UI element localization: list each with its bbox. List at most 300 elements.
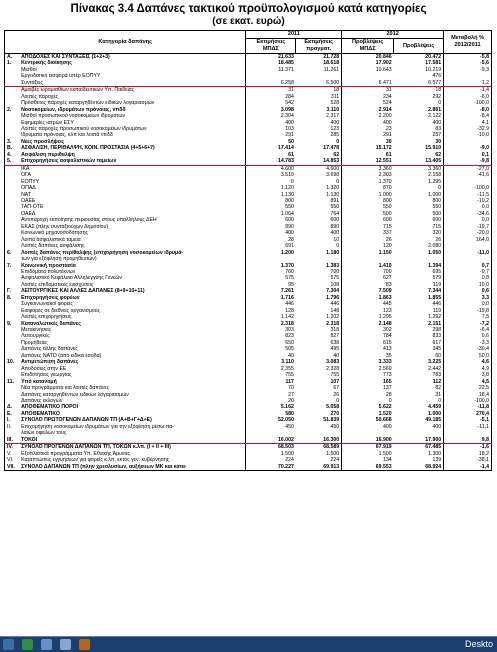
row-value: 450 — [330, 423, 340, 430]
row-value: 49.185 — [425, 417, 442, 424]
row-value: 4.459 — [428, 404, 442, 411]
row-value: 69.553 — [342, 464, 394, 471]
row-value: 7.304 — [326, 288, 340, 295]
row-value: 123 — [342, 308, 394, 314]
row-label: Κεντρικής διοίκησης — [21, 60, 72, 67]
table-row — [5, 80, 492, 87]
row-value: 0,0 — [444, 301, 492, 307]
row-label: Νέα προγράμματα και λοιπές δαπάνες — [21, 385, 110, 392]
row-value: 1.000 — [428, 410, 442, 417]
row-value: 600 — [342, 217, 394, 223]
row-value: 1.295 — [342, 314, 394, 320]
row-value: 823 — [246, 333, 296, 339]
row-value: 119 — [432, 281, 442, 288]
row-label: Μισθοί — [21, 66, 37, 73]
row-code: 6. — [5, 250, 20, 256]
row-value: 715 — [432, 223, 442, 230]
row-label: Καταπτώσεις εγγυήσεων για φορείς κ.λπ. εκτός γεν. κυβέρνησης — [21, 457, 170, 464]
row-value: 30 — [342, 139, 394, 145]
year-2012-header: 2012 — [342, 31, 444, 39]
row-value: 5.058 — [326, 404, 340, 411]
row-value: 1.292 — [428, 314, 442, 321]
row-value: 446 — [432, 301, 442, 308]
row-value: 303 — [246, 327, 296, 333]
row-value: -100,0 — [444, 185, 492, 191]
row-value: 580 — [246, 411, 296, 417]
row-label: των για εξόφληση προμηθευτών) — [21, 256, 97, 263]
row-value: 5.162 — [246, 404, 296, 410]
row-value: 139 — [432, 457, 442, 464]
row-label: Ιδρύματα πρόνοιας, κλπ και λοιπά νπδδ — [21, 132, 113, 139]
row-value: 615 — [342, 340, 394, 346]
row-label: Νέες προσλήψεις — [21, 138, 65, 145]
row-value: 7.509 — [342, 288, 394, 294]
row-value: 600 — [330, 217, 340, 224]
page-title: Πίνακας 3.4 Δαπάνες τακτικού προϋπολογισμού κατά κατηγορίες — [70, 3, 427, 15]
row-value: 600 — [432, 217, 442, 224]
row-value: 890 — [246, 224, 296, 230]
row-value: 26 — [342, 237, 394, 243]
row-code: 10. — [5, 359, 20, 365]
row-value: -11,8 — [444, 404, 492, 410]
row-value: 284 — [246, 94, 296, 100]
budget-table — [4, 30, 492, 471]
row-label: Λειτουργικές — [21, 333, 50, 340]
row-code: 7. — [5, 263, 20, 269]
row-value: -5,8 — [444, 54, 492, 61]
row-value: -41,6 — [444, 172, 492, 178]
row-value: 400 — [432, 423, 442, 430]
row-value: 0 — [336, 243, 340, 250]
row-value: 0,6 — [444, 288, 492, 294]
row-value: 15.910 — [425, 145, 442, 152]
row-value: 3.083 — [326, 359, 340, 366]
row-value: 61 — [342, 152, 394, 158]
row-value: 112 — [432, 378, 442, 385]
row-value: 51.839 — [323, 417, 340, 424]
row-label: ΕΚΑΣ (πλην συνταξιούχων Δημοσίου) — [21, 223, 109, 230]
row-value: 67.919 — [342, 444, 394, 451]
row-code: B. — [5, 145, 20, 151]
row-value: 2.355 — [246, 366, 296, 372]
row-value: 773 — [342, 372, 394, 378]
row-value: 302 — [342, 327, 394, 333]
row-value: -11,0 — [444, 250, 492, 256]
row-label: Δαπάνες εκλογών — [21, 398, 63, 405]
row-code: VI. — [5, 457, 20, 463]
row-value: 0,8 — [444, 275, 492, 281]
row-value: 165 — [342, 379, 394, 385]
row-value: 22,5 — [444, 385, 492, 391]
row-value: 3.360 — [342, 165, 394, 172]
table-header-row — [5, 31, 492, 39]
row-value: 108 — [330, 281, 340, 288]
row-value: 224 — [330, 457, 340, 464]
row-value: 27 — [246, 392, 296, 398]
row-value: 800 — [246, 198, 296, 204]
row-value: 700 — [246, 269, 296, 275]
table-row — [5, 87, 492, 94]
row-value: 270 — [330, 410, 340, 417]
app-icon[interactable] — [41, 639, 52, 650]
row-value: -11,1 — [444, 424, 492, 430]
row-label: ΕΟΠΥΥ — [21, 178, 40, 185]
row-code: 2. — [5, 107, 20, 113]
row-label: Μισθοί προσωπικού νοσοκομείων ιδρυμάτων — [21, 113, 126, 120]
row-value: 4,5 — [444, 379, 492, 385]
row-code: 9. — [5, 321, 20, 327]
row-value: 575 — [246, 275, 296, 281]
row-value: 320 — [432, 230, 442, 237]
row-value: 1.796 — [326, 294, 340, 301]
row-label: ΣΥΝΟΛΟ ΔΑΠΑΝΩΝ ΤΠ (πλην χρεολυσίων, αυξήσεων ΜΚ και κατα- — [19, 464, 246, 471]
row-value: 650 — [246, 340, 296, 346]
row-label: ΟΑΕΕ — [21, 197, 36, 204]
row-value: 891 — [330, 197, 340, 204]
row-label: Λοιπές επιχορηγήσεις — [21, 314, 72, 321]
row-value: -10,2 — [444, 198, 492, 204]
row-value: -6,4 — [444, 327, 492, 333]
row-value: 4,6 — [444, 359, 492, 365]
row-label: λαιών οφειλών τους — [21, 430, 67, 437]
row-value: -7,2 — [444, 321, 492, 327]
row-value: 61 — [246, 152, 296, 158]
row-value: 3.110 — [326, 106, 340, 113]
row-value: 695 — [432, 268, 442, 275]
row-value: 784 — [342, 333, 394, 339]
row-label: Εξοπλιστικά προγράμματα Υπ. Εθνικής Άμυνας — [21, 450, 131, 457]
row-label: Εργοδοτική εισφορά υπέρ ΕΟΠΥΥ — [21, 73, 101, 80]
row-value: -1,4 — [444, 87, 492, 94]
row-value: -6,0 — [444, 94, 492, 100]
row-value: 0 — [336, 138, 340, 145]
row-value: 20 — [246, 398, 296, 404]
row-value: 0 — [438, 398, 442, 405]
row-value: 15.172 — [342, 145, 394, 151]
row-value: 292 — [432, 93, 442, 100]
row-label: ΙΚΑ — [21, 165, 30, 172]
row-value: 26 — [333, 391, 340, 398]
row-value: 638 — [330, 339, 340, 346]
row-code: Δ. — [5, 404, 20, 410]
row-code: III. — [5, 437, 20, 444]
row-value: 50,0 — [444, 353, 492, 359]
row-value: -1,6 — [444, 444, 492, 451]
row-code: E. — [5, 411, 20, 417]
row-label: ΛΕΙΤΟΥΡΓΙΚΕΣ ΚΑΙ ΑΛΛΕΣ ΔΑΠΑΝΕΣ (8+9+10+11) — [21, 288, 145, 295]
row-value: 17.900 — [394, 437, 444, 444]
row-label: Ασφαλιστικό Κεφάλαιο Αλληλεγγύης Γενεών — [21, 275, 122, 282]
estimates-mtde-header: Εκτιμήσεις ΜΠΔΣ — [246, 39, 296, 54]
row-value: 137 — [342, 385, 394, 391]
row-value: 234 — [342, 94, 394, 100]
row-value: 627 — [342, 275, 394, 281]
row-value: 0,0 — [444, 204, 492, 210]
row-value: 0 — [336, 398, 340, 405]
row-value: 83 — [342, 282, 394, 288]
page-subtitle: (σε εκατ. ευρώ) — [212, 16, 285, 27]
row-value: 500 — [342, 211, 394, 217]
row-code: A. — [5, 54, 20, 61]
row-value: 7.261 — [246, 288, 296, 294]
start-icon[interactable] — [3, 639, 14, 650]
table-row — [5, 444, 492, 451]
row-code — [5, 87, 20, 94]
row-code: IV. — [5, 444, 20, 451]
row-value: 285 — [330, 132, 340, 139]
row-value: 400 — [432, 119, 442, 126]
row-value: 1.370 — [342, 179, 394, 185]
row-value: 50.668 — [342, 417, 394, 423]
row-value: 1.370 — [246, 263, 296, 269]
row-value: 505 — [246, 346, 296, 352]
table-row — [5, 54, 492, 61]
row-value: 1.300 — [428, 450, 442, 457]
row-value: 134 — [342, 457, 394, 463]
row-value: 600 — [246, 217, 296, 223]
row-value: 3,3 — [444, 295, 492, 301]
row-code: I. — [5, 417, 20, 423]
row-label: Αποδόσεις στην ΕΕ — [21, 365, 67, 372]
row-label: Ασφάλιση περιθαλψη — [21, 151, 75, 158]
row-value: -30,4 — [444, 346, 492, 352]
row-value: 11.371 — [246, 67, 296, 73]
row-value: 476 — [432, 73, 442, 80]
row-value: 550 — [246, 204, 296, 210]
row-label: Επιχορηγήσεις φορέων — [21, 294, 80, 301]
row-value: 70.227 — [246, 464, 296, 471]
row-label: Λοιπές παροχές προσωπικού νοσοκομείων ιδρυμάτων — [21, 125, 147, 132]
row-value: 68.503 — [246, 444, 296, 451]
row-value: -19,8 — [444, 308, 492, 314]
row-label: Πρόσθετες παροχές καταργηθέντων ειδικών λογαριασμών — [21, 100, 155, 107]
row-value: -100,0 — [444, 398, 492, 404]
row-label: Μετακινήσεις — [21, 327, 52, 334]
row-value: 21.728 — [323, 54, 340, 60]
row-value: 10.219 — [425, 66, 442, 73]
row-value: 18 — [333, 87, 340, 94]
row-value: 1.202 — [326, 314, 340, 321]
row-code: 3. — [5, 139, 20, 145]
row-value: 495 — [330, 346, 340, 353]
row-value: 400 — [342, 424, 394, 430]
row-value: 18,2 — [444, 451, 492, 457]
row-value: 1.500 — [326, 450, 340, 457]
row-value: 2.318 — [326, 320, 340, 327]
row-value: -9,8 — [444, 158, 492, 165]
row-value: 7.344 — [428, 288, 442, 295]
row-value: 117 — [246, 379, 296, 385]
row-value: 70 — [246, 385, 296, 391]
forecasts-header: Προβλέψεις — [394, 39, 444, 54]
row-value: 1.410 — [342, 263, 394, 269]
row-value: 0 — [438, 100, 442, 107]
row-value: 291 — [342, 132, 394, 138]
row-value: 3.510 — [246, 172, 296, 178]
row-label: ΣΥΝΟΛΟ ΠΡΩΤΟΓΕΝΩΝ ΔΑΠΑΝΩΝ ΤΠ (Α+Β+Γ+Δ+Ε) — [21, 417, 152, 424]
row-value: 13.405 — [394, 158, 444, 165]
row-label: ΤΟΚΟΙ — [19, 437, 246, 444]
row-value: 60 — [435, 352, 442, 359]
row-label: ΑΠΟΘΕΜΑΤΙΚΟ — [21, 410, 60, 417]
desktop-label[interactable]: Deskto — [464, 639, 493, 649]
row-value: 3,8 — [444, 372, 492, 378]
row-value: 26 — [435, 236, 442, 243]
row-value: 18.618 — [323, 60, 340, 67]
row-value: -0,7 — [444, 269, 492, 275]
row-code: 4. — [5, 152, 20, 158]
row-value: 0 — [246, 179, 296, 185]
row-value: 35 — [342, 353, 394, 359]
row-value: -20,0 — [444, 230, 492, 236]
row-value: 2.304 — [246, 113, 296, 119]
row-value: 2.151 — [428, 320, 442, 327]
row-value: 691 — [246, 243, 296, 249]
row-label: Εισφορές σε διεθνείς οργανισμούς — [21, 307, 101, 314]
row-value: -3,3 — [444, 340, 492, 346]
row-value: 62 — [333, 151, 340, 158]
row-value: 5.622 — [342, 404, 394, 410]
row-value: 870 — [342, 185, 394, 191]
estimates-revised-header: Εκτιμήσεις πραγματ. — [296, 39, 342, 54]
table-row — [5, 158, 492, 165]
table-row — [5, 165, 492, 172]
row-value: 400 — [246, 230, 296, 236]
row-value: 1.000 — [428, 191, 442, 198]
row-value: -8,0 — [444, 107, 492, 113]
row-value: 783 — [432, 372, 442, 379]
row-value: 31 — [342, 87, 394, 94]
row-code: II. — [5, 424, 20, 430]
app-icon[interactable] — [79, 639, 90, 650]
app-icon[interactable] — [60, 639, 71, 650]
row-value: 17.478 — [323, 145, 340, 152]
row-label: ΑΠΟΔΟΧΕΣ ΚΑΙ ΣΥΝΤΑΞΕΙΣ (1+2+3) — [21, 54, 110, 60]
row-value: 2.560 — [342, 366, 394, 372]
row-value: 68.589 — [323, 444, 340, 451]
row-value: 3.698 — [326, 172, 340, 179]
row-value: 10 — [333, 236, 340, 243]
row-label: Λοιπά ασφαλιστικά ταμεία — [21, 236, 81, 243]
row-value: 1.130 — [326, 191, 340, 198]
row-value: 52.050 — [246, 417, 296, 423]
row-value: 17.414 — [246, 145, 296, 151]
row-value: 103 — [246, 126, 296, 132]
row-code: Γ. — [5, 288, 20, 294]
row-value: 2.914 — [342, 107, 394, 113]
row-code: VII. — [5, 464, 20, 471]
row-code — [5, 80, 20, 87]
row-label: Επιδοτήσεις γεωργίας — [21, 372, 72, 379]
row-value: 10.643 — [342, 67, 394, 73]
row-value: 270,4 — [444, 411, 492, 417]
row-value: 2.328 — [326, 365, 340, 372]
row-value: -38,1 — [444, 457, 492, 463]
row-label: Κοινωνική προστασία — [21, 262, 76, 269]
row-value: -8,4 — [444, 113, 492, 119]
row-value: 1.383 — [326, 262, 340, 269]
row-value: 700 — [342, 269, 394, 275]
row-value: 2.148 — [342, 321, 394, 327]
row-value: 4.600 — [246, 165, 296, 172]
row-code: V. — [5, 451, 20, 457]
row-label: Λοιπές δαπάνες ασφάλισης — [21, 243, 85, 250]
row-value: 148 — [330, 307, 340, 314]
row-value: 6.577 — [394, 80, 444, 87]
row-value: 14.783 — [246, 158, 296, 165]
row-value: 2.122 — [428, 113, 442, 120]
row-value: 17.581 — [425, 60, 442, 67]
row-value: 0,6 — [444, 333, 492, 339]
row-value: 3.360 — [428, 165, 442, 172]
row-value: 450 — [246, 424, 296, 430]
row-value: 2.861 — [428, 106, 442, 113]
row-value: 1,2 — [444, 80, 492, 87]
row-value: 257 — [432, 132, 442, 139]
row-value: 16.900 — [342, 437, 394, 444]
row-value: 550 — [330, 204, 340, 211]
row-value: 4,1 — [444, 120, 492, 126]
row-value: 1.716 — [246, 295, 296, 301]
row-value: 2.317 — [326, 113, 340, 120]
row-value: 23 — [342, 126, 394, 132]
row-value: 800 — [432, 197, 442, 204]
row-value: -32,9 — [444, 126, 492, 132]
row-value: 400 — [246, 120, 296, 126]
row-value: 69.913 — [296, 464, 342, 471]
row-value: 550 — [342, 204, 394, 210]
row-value: 18.485 — [246, 60, 296, 66]
row-value: 0,0 — [444, 217, 492, 223]
row-value: 67.485 — [425, 444, 442, 451]
row-label: Προμήθειες — [21, 339, 48, 346]
row-value: 1.200 — [246, 250, 296, 256]
row-value: 16.002 — [246, 437, 296, 444]
row-value: 10,0 — [444, 282, 492, 288]
row-label: ΟΓΑ — [21, 172, 31, 179]
row-value: 715 — [342, 224, 394, 230]
row-value: 9,8 — [444, 437, 492, 444]
row-value: 7,5 — [444, 314, 492, 320]
row-value: 1.150 — [342, 250, 394, 256]
row-value: 31 — [246, 87, 296, 94]
row-label: Λοιπές παροχές — [21, 93, 59, 100]
row-value: 28 — [342, 392, 394, 398]
row-value: 3.225 — [428, 359, 442, 366]
row-label: ΑΣΦΑΛΙΣΗ, ΠΕΡΙΘΑΛΨΗ, ΚΟΙΝ. ΠΡΟΣΤΑΣΙΑ (4+5+6+7) — [21, 145, 155, 152]
row-value: 579 — [432, 275, 442, 282]
row-value: -34,6 — [444, 211, 492, 217]
row-value: 413 — [342, 346, 394, 352]
row-value: -5,1 — [444, 417, 492, 423]
row-value: 0 — [336, 178, 340, 185]
row-value: 318 — [330, 327, 340, 334]
row-value: 31 — [435, 391, 442, 398]
row-value: 1.500 — [342, 451, 394, 457]
row-value: 833 — [432, 333, 442, 340]
row-value: 6.258 — [246, 80, 296, 87]
app-icon[interactable] — [22, 639, 33, 650]
row-label: Καταναλωτικές δαπάνες — [21, 320, 81, 327]
row-value: 2.200 — [342, 113, 394, 119]
row-value: 2.158 — [428, 172, 442, 179]
row-value: 18 — [435, 87, 442, 94]
row-value: 119 — [432, 307, 442, 314]
row-value: 400 — [330, 230, 340, 237]
row-value: 82 — [435, 385, 442, 392]
row-label: Επιχορήγηση νοσοκομείων ιδρυμάτων για την εξόφληση μέσω πα- — [21, 423, 174, 430]
row-label: ΝΑΤ — [21, 191, 32, 198]
